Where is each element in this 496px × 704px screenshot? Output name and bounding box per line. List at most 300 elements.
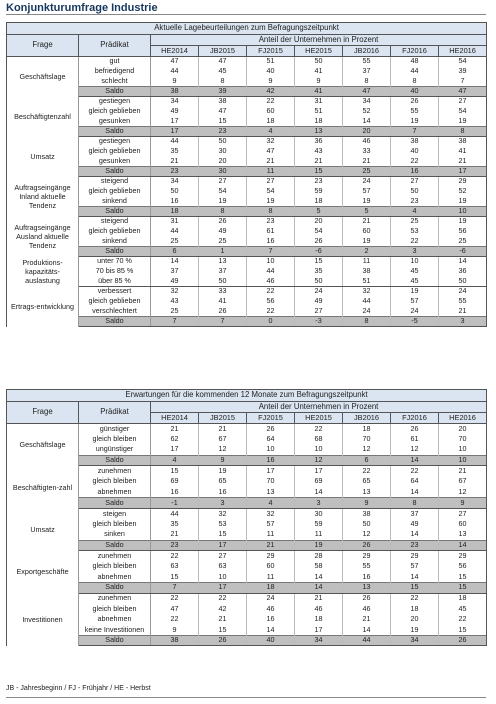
value-cell: 22	[151, 614, 199, 625]
value-cell: 47	[151, 57, 199, 67]
value-cell: 17	[199, 540, 247, 551]
column-header-frage: Frage	[7, 402, 79, 424]
table-row	[7, 257, 487, 267]
value-cell: 17	[295, 625, 343, 636]
value-cell: 12	[199, 445, 247, 456]
value-cell: 38	[439, 137, 487, 147]
value-cell: 31	[295, 97, 343, 107]
value-cell: 34	[295, 635, 343, 646]
value-cell: 7	[247, 247, 295, 257]
table-row	[7, 77, 487, 87]
table-row	[7, 117, 487, 127]
value-cell: 11	[247, 572, 295, 583]
value-cell: -6	[295, 247, 343, 257]
table-caption: Aktuelle Lagebeurteilungen zum Befragungszeitpunkt	[7, 23, 487, 35]
value-cell: 23	[391, 540, 439, 551]
value-cell: 25	[343, 167, 391, 177]
value-cell: 23	[247, 217, 295, 227]
value-cell: 49	[199, 227, 247, 237]
footnote: JB - Jahresbeginn / FJ - Frühjahr / HE - Herbst	[6, 685, 151, 692]
value-cell: 16	[247, 455, 295, 466]
question-label: Umsatz	[7, 508, 79, 550]
value-cell: 8	[247, 207, 295, 217]
value-cell: 59	[295, 187, 343, 197]
predicate-label: keine Investitionen	[79, 625, 151, 636]
value-cell: 41	[295, 67, 343, 77]
value-cell: 8	[343, 317, 391, 327]
value-cell: 20	[439, 424, 487, 435]
value-cell: 9	[151, 625, 199, 636]
value-cell: 69	[295, 476, 343, 487]
value-cell: 25	[151, 237, 199, 247]
value-cell: 10	[439, 455, 487, 466]
value-cell: 38	[199, 97, 247, 107]
value-cell: 17	[199, 582, 247, 593]
value-cell: 48	[391, 57, 439, 67]
value-cell: 54	[295, 227, 343, 237]
predicate-label: 70 bis 85 %	[79, 267, 151, 277]
column-header-praedikat: Prädikat	[79, 35, 151, 57]
value-cell: 13	[295, 127, 343, 137]
predicate-label: schlecht	[79, 77, 151, 87]
value-cell: 29	[247, 551, 295, 562]
value-cell: 65	[199, 476, 247, 487]
value-cell: 12	[439, 487, 487, 498]
value-cell: 9	[295, 77, 343, 87]
predicate-label: befriedigend	[79, 67, 151, 77]
column-header-anteil: Anteil der Unternehmen in Prozent	[151, 35, 487, 46]
value-cell: 47	[247, 147, 295, 157]
column-header-praedikat: Prädikat	[79, 402, 151, 424]
value-cell: 60	[247, 107, 295, 117]
value-cell: 19	[343, 197, 391, 207]
value-cell: -5	[391, 317, 439, 327]
value-cell: 64	[391, 476, 439, 487]
expectations-table	[6, 389, 487, 646]
period-header: JB2016	[343, 413, 391, 424]
page-title: Konjunkturumfrage Industrie	[6, 2, 158, 14]
value-cell: 34	[151, 177, 199, 187]
value-cell: 4	[247, 127, 295, 137]
predicate-label: abnehmen	[79, 487, 151, 498]
predicate-label: Saldo	[79, 540, 151, 551]
value-cell: 27	[439, 97, 487, 107]
value-cell: 21	[151, 424, 199, 435]
predicate-label: gleich bleiben	[79, 476, 151, 487]
value-cell: 54	[247, 187, 295, 197]
value-cell: 24	[439, 287, 487, 297]
value-cell: 6	[151, 247, 199, 257]
table-row	[7, 487, 487, 498]
value-cell: 15	[295, 167, 343, 177]
value-cell: 22	[247, 287, 295, 297]
value-cell: 30	[199, 147, 247, 157]
value-cell: 19	[439, 197, 487, 207]
value-cell: 16	[247, 614, 295, 625]
predicate-label: gesunken	[79, 117, 151, 127]
value-cell: 41	[295, 87, 343, 97]
value-cell: 5	[295, 207, 343, 217]
value-cell: 15	[439, 625, 487, 636]
value-cell: 53	[391, 227, 439, 237]
table-row	[7, 227, 487, 237]
value-cell: 9	[151, 77, 199, 87]
value-cell: 16	[151, 487, 199, 498]
value-cell: 40	[391, 87, 439, 97]
saldo-row	[7, 635, 487, 646]
value-cell: 37	[199, 267, 247, 277]
value-cell: 3	[295, 498, 343, 509]
value-cell: 54	[439, 107, 487, 117]
value-cell: 15	[295, 257, 343, 267]
value-cell: 21	[343, 217, 391, 227]
value-cell: 47	[199, 57, 247, 67]
question-label: Auftragseingänge Ausland aktuelle Tendenz	[7, 217, 79, 257]
value-cell: 45	[439, 604, 487, 615]
value-cell: 3	[439, 317, 487, 327]
value-cell: 37	[343, 67, 391, 77]
value-cell: 14	[295, 582, 343, 593]
value-cell: 4	[151, 455, 199, 466]
value-cell: 18	[295, 614, 343, 625]
table-row	[7, 177, 487, 187]
value-cell: 21	[439, 157, 487, 167]
value-cell: 24	[391, 307, 439, 317]
value-cell: 14	[391, 487, 439, 498]
value-cell: 10	[439, 207, 487, 217]
value-cell: 21	[199, 614, 247, 625]
table-row	[7, 625, 487, 636]
value-cell: 38	[343, 267, 391, 277]
value-cell: 49	[151, 107, 199, 117]
value-cell: 50	[199, 277, 247, 287]
predicate-label: gesunken	[79, 157, 151, 167]
predicate-label: sinkend	[79, 197, 151, 207]
value-cell: 9	[199, 455, 247, 466]
predicate-label: Saldo	[79, 247, 151, 257]
period-header: FJ2016	[391, 413, 439, 424]
column-header-anteil: Anteil der Unternehmen in Prozent	[151, 402, 487, 413]
value-cell: 17	[295, 466, 343, 477]
value-cell: 31	[151, 217, 199, 227]
value-cell: 37	[151, 267, 199, 277]
predicate-label: sinkend	[79, 237, 151, 247]
period-header: HE2015	[295, 46, 343, 57]
period-header: FJ2015	[247, 413, 295, 424]
value-cell: 14	[295, 572, 343, 583]
value-cell: 42	[199, 604, 247, 615]
value-cell: 13	[343, 582, 391, 593]
predicate-label: gestiegen	[79, 137, 151, 147]
value-cell: 59	[295, 519, 343, 530]
value-cell: 13	[247, 487, 295, 498]
value-cell: 24	[343, 177, 391, 187]
value-cell: 50	[295, 57, 343, 67]
predicate-label: verschlechtert	[79, 307, 151, 317]
table-row	[7, 561, 487, 572]
predicate-label: gleich bleiben	[79, 604, 151, 615]
value-cell: 40	[247, 67, 295, 77]
value-cell: 67	[199, 434, 247, 445]
value-cell: 47	[151, 604, 199, 615]
value-cell: 21	[151, 529, 199, 540]
period-header: JB2015	[199, 46, 247, 57]
value-cell: 60	[343, 227, 391, 237]
value-cell: 15	[439, 582, 487, 593]
value-cell: -6	[439, 247, 487, 257]
value-cell: 26	[391, 424, 439, 435]
value-cell: 56	[439, 227, 487, 237]
saldo-row	[7, 127, 487, 137]
value-cell: 13	[439, 529, 487, 540]
value-cell: 18	[151, 207, 199, 217]
value-cell: 17	[439, 167, 487, 177]
value-cell: 22	[343, 466, 391, 477]
value-cell: 62	[151, 434, 199, 445]
saldo-row	[7, 455, 487, 466]
value-cell: 26	[439, 635, 487, 646]
saldo-row	[7, 207, 487, 217]
value-cell: 38	[151, 87, 199, 97]
table-row	[7, 67, 487, 77]
predicate-label: gleich geblieben	[79, 227, 151, 237]
question-label: Ertrags-entwicklung	[7, 287, 79, 327]
value-cell: 69	[151, 476, 199, 487]
predicate-label: unter 70 %	[79, 257, 151, 267]
value-cell: 8	[199, 77, 247, 87]
value-cell: 7	[391, 127, 439, 137]
value-cell: 10	[247, 257, 295, 267]
predicate-label: gut	[79, 57, 151, 67]
value-cell: 29	[439, 551, 487, 562]
value-cell: 24	[247, 593, 295, 604]
value-cell: 22	[391, 237, 439, 247]
period-header: HE2016	[439, 413, 487, 424]
value-cell: 25	[199, 237, 247, 247]
value-cell: 21	[247, 540, 295, 551]
value-cell: 24	[295, 287, 343, 297]
table-row	[7, 277, 487, 287]
predicate-label: sinken	[79, 529, 151, 540]
value-cell: 49	[151, 277, 199, 287]
value-cell: 26	[391, 97, 439, 107]
saldo-row	[7, 540, 487, 551]
value-cell: 13	[343, 487, 391, 498]
value-cell: 44	[151, 227, 199, 237]
value-cell: 18	[343, 424, 391, 435]
predicate-label: Saldo	[79, 127, 151, 137]
value-cell: 9	[439, 498, 487, 509]
predicate-label: Saldo	[79, 207, 151, 217]
value-cell: 10	[439, 445, 487, 456]
value-cell: 55	[343, 561, 391, 572]
table-row	[7, 307, 487, 317]
value-cell: 32	[199, 508, 247, 519]
value-cell: 27	[295, 307, 343, 317]
value-cell: 46	[295, 604, 343, 615]
table-row	[7, 445, 487, 456]
value-cell: 10	[295, 445, 343, 456]
value-cell: 57	[391, 297, 439, 307]
value-cell: 18	[295, 197, 343, 207]
value-cell: 15	[151, 572, 199, 583]
value-cell: 45	[391, 267, 439, 277]
value-cell: 47	[199, 107, 247, 117]
value-cell: 45	[391, 277, 439, 287]
value-cell: 44	[391, 67, 439, 77]
value-cell: 18	[247, 117, 295, 127]
value-cell: 21	[439, 466, 487, 477]
value-cell: 24	[343, 307, 391, 317]
value-cell: 38	[151, 635, 199, 646]
value-cell: 20	[199, 157, 247, 167]
value-cell: 46	[247, 604, 295, 615]
value-cell: 21	[343, 614, 391, 625]
value-cell: 65	[343, 476, 391, 487]
value-cell: 32	[247, 508, 295, 519]
value-cell: 22	[199, 593, 247, 604]
value-cell: 35	[151, 519, 199, 530]
predicate-label: steigend	[79, 217, 151, 227]
value-cell: 11	[247, 529, 295, 540]
value-cell: 39	[439, 67, 487, 77]
value-cell: 1	[199, 247, 247, 257]
value-cell: 10	[391, 257, 439, 267]
value-cell: 44	[247, 267, 295, 277]
value-cell: 50	[295, 277, 343, 287]
question-label: Beschäftigtenzahl	[7, 97, 79, 137]
value-cell: -1	[151, 498, 199, 509]
value-cell: 15	[439, 572, 487, 583]
saldo-row	[7, 582, 487, 593]
value-cell: 51	[247, 57, 295, 67]
value-cell: 55	[391, 107, 439, 117]
column-header-frage: Frage	[7, 35, 79, 57]
value-cell: 47	[439, 87, 487, 97]
value-cell: 10	[247, 445, 295, 456]
value-cell: 11	[343, 257, 391, 267]
value-cell: 22	[295, 424, 343, 435]
predicate-label: gleich geblieben	[79, 107, 151, 117]
table-row	[7, 147, 487, 157]
value-cell: 0	[247, 317, 295, 327]
table-row	[7, 551, 487, 562]
predicate-label: steigen	[79, 508, 151, 519]
value-cell: 21	[295, 593, 343, 604]
value-cell: 14	[391, 455, 439, 466]
value-cell: 23	[151, 540, 199, 551]
period-header: HE2015	[295, 413, 343, 424]
table-row	[7, 614, 487, 625]
value-cell: 57	[343, 187, 391, 197]
value-cell: 8	[391, 498, 439, 509]
value-cell: 26	[343, 593, 391, 604]
value-cell: 19	[343, 237, 391, 247]
value-cell: 33	[343, 147, 391, 157]
value-cell: 32	[343, 287, 391, 297]
value-cell: 58	[295, 561, 343, 572]
period-header: HE2014	[151, 413, 199, 424]
value-cell: 63	[151, 561, 199, 572]
value-cell: 29	[391, 551, 439, 562]
value-cell: 26	[199, 635, 247, 646]
value-cell: 16	[391, 167, 439, 177]
value-cell: 18	[391, 604, 439, 615]
value-cell: 55	[439, 297, 487, 307]
table-row	[7, 572, 487, 583]
value-cell: 17	[247, 466, 295, 477]
predicate-label: zunehmen	[79, 466, 151, 477]
value-cell: 22	[439, 614, 487, 625]
value-cell: 35	[295, 267, 343, 277]
value-cell: 27	[199, 551, 247, 562]
value-cell: 30	[295, 508, 343, 519]
value-cell: 54	[439, 57, 487, 67]
table-row	[7, 604, 487, 615]
value-cell: 16	[199, 487, 247, 498]
value-cell: 44	[151, 508, 199, 519]
value-cell: 50	[391, 187, 439, 197]
saldo-row	[7, 87, 487, 97]
question-label: Exportgeschäfte	[7, 551, 79, 593]
value-cell: 38	[343, 508, 391, 519]
value-cell: 32	[151, 287, 199, 297]
value-cell: 44	[151, 67, 199, 77]
saldo-row	[7, 247, 487, 257]
value-cell: -3	[295, 317, 343, 327]
predicate-label: Saldo	[79, 582, 151, 593]
value-cell: 68	[295, 434, 343, 445]
value-cell: 43	[151, 297, 199, 307]
value-cell: 19	[439, 117, 487, 127]
value-cell: 61	[391, 434, 439, 445]
value-cell: 21	[439, 307, 487, 317]
question-label: Geschäftslage	[7, 57, 79, 97]
value-cell: 20	[391, 614, 439, 625]
value-cell: 22	[391, 157, 439, 167]
value-cell: 50	[199, 137, 247, 147]
value-cell: 51	[295, 107, 343, 117]
value-cell: 33	[199, 287, 247, 297]
period-header: FJ2015	[247, 46, 295, 57]
value-cell: 20	[295, 217, 343, 227]
value-cell: 41	[439, 147, 487, 157]
value-cell: 14	[295, 487, 343, 498]
value-cell: 22	[247, 97, 295, 107]
value-cell: 29	[343, 551, 391, 562]
value-cell: 25	[439, 237, 487, 247]
question-label: Investitionen	[7, 593, 79, 646]
question-label: Geschäftslage	[7, 424, 79, 466]
value-cell: 20	[343, 127, 391, 137]
table-row	[7, 217, 487, 227]
value-cell: 44	[343, 635, 391, 646]
value-cell: 6	[343, 455, 391, 466]
predicate-label: über 85 %	[79, 277, 151, 287]
predicate-label: gleich bleiben	[79, 561, 151, 572]
table-row	[7, 237, 487, 247]
value-cell: 4	[391, 207, 439, 217]
value-cell: 21	[343, 157, 391, 167]
value-cell: 44	[343, 297, 391, 307]
value-cell: 9	[247, 77, 295, 87]
value-cell: 16	[151, 197, 199, 207]
value-cell: 14	[439, 257, 487, 267]
predicate-label: steigend	[79, 177, 151, 187]
value-cell: 52	[439, 187, 487, 197]
table-row	[7, 197, 487, 207]
value-cell: 17	[151, 127, 199, 137]
